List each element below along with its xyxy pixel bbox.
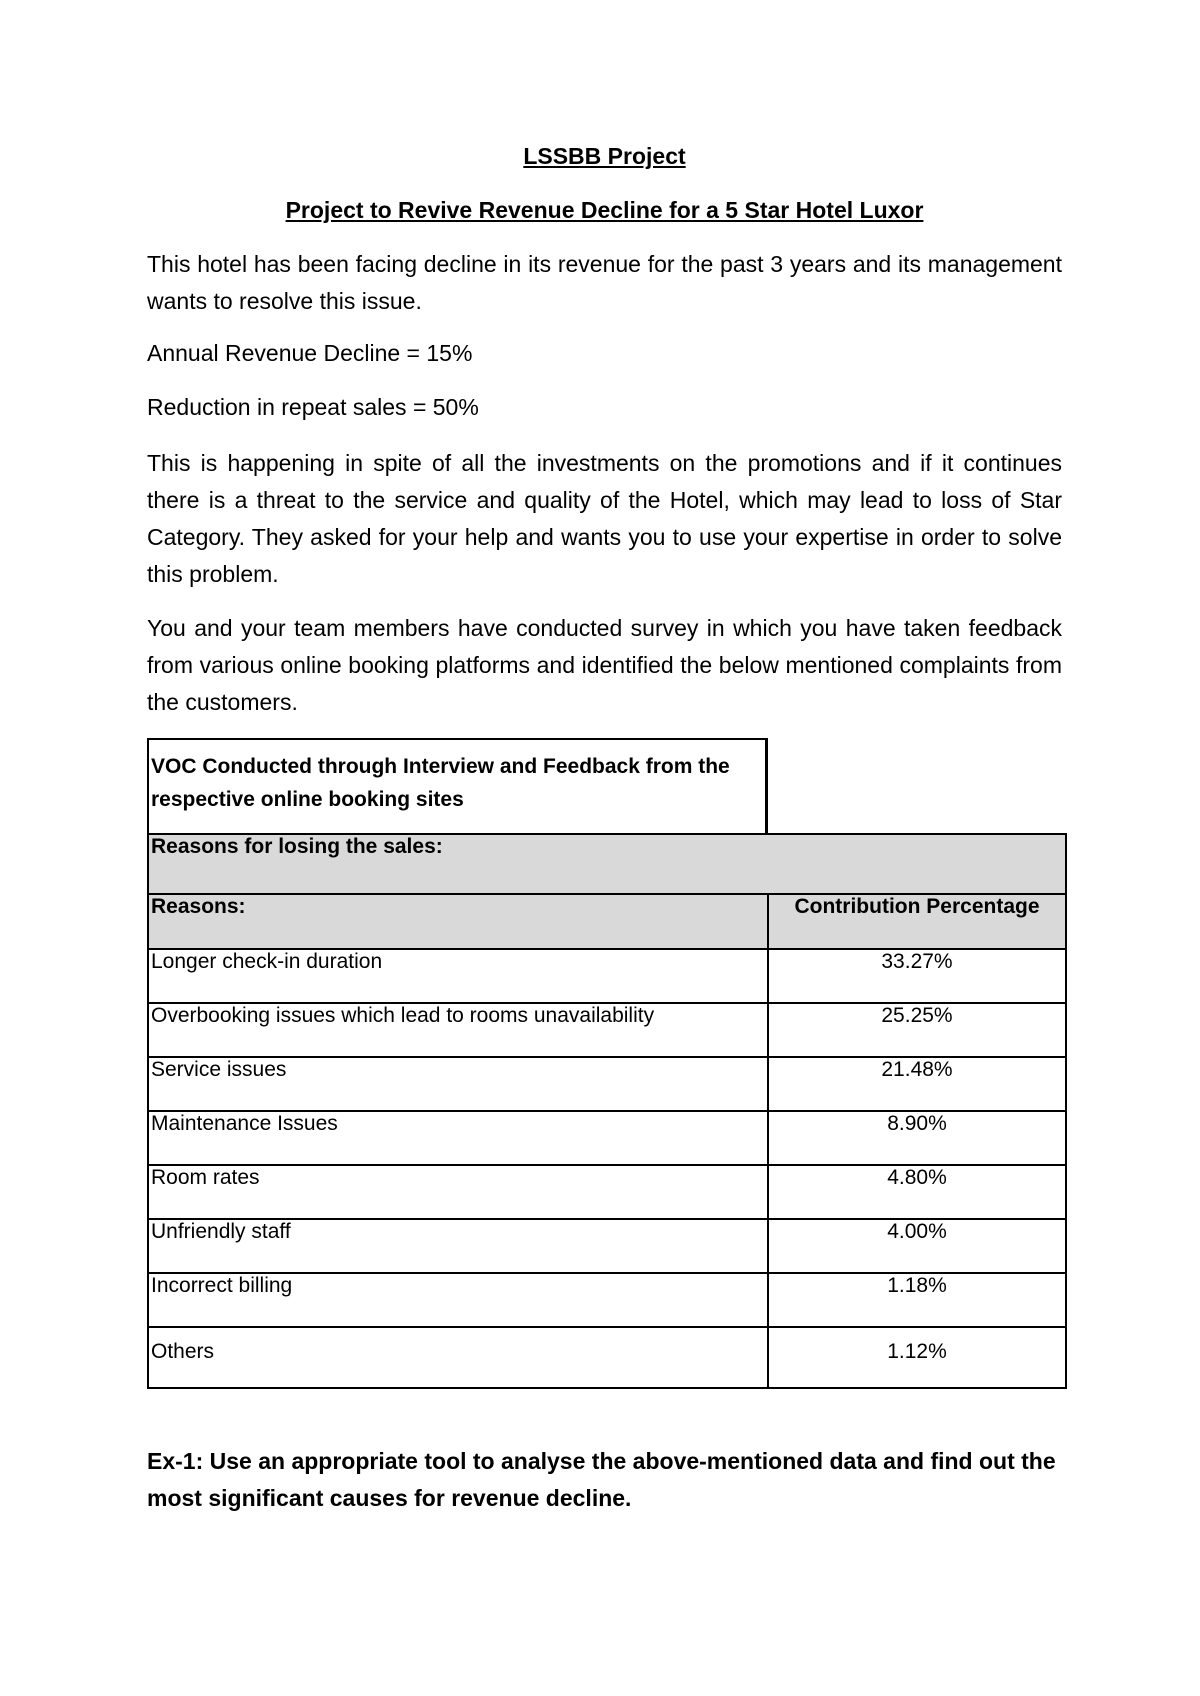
reason-cell: Service issues: [148, 1057, 768, 1111]
percentage-cell: 1.18%: [768, 1273, 1066, 1327]
table-row: [148, 1057, 1066, 1111]
reason-cell: Unfriendly staff: [148, 1219, 768, 1273]
reason-cell: Maintenance Issues: [148, 1111, 768, 1165]
percentage-cell: 4.00%: [768, 1219, 1066, 1273]
percentage-cell: 21.48%: [768, 1057, 1066, 1111]
reason-cell: Room rates: [148, 1165, 768, 1219]
intro-paragraph: This hotel has been facing decline in its revenue for the past 3 years and its management wants to resolve this issue.: [147, 251, 1062, 314]
table-row: [148, 1273, 1066, 1327]
complaints-table: [147, 833, 1067, 1389]
reason-cell: Incorrect billing: [148, 1273, 768, 1327]
percentage-cell: 1.12%: [768, 1327, 1066, 1388]
table-section-row: [148, 834, 1066, 894]
table-row: [148, 949, 1066, 1003]
percentage-cell: 4.80%: [768, 1165, 1066, 1219]
reason-cell: Overbooking issues which lead to rooms unavailability: [148, 1003, 768, 1057]
exercise-question: Ex-1: Use an appropriate tool to analyse the above-mentioned data and find out the most significant causes for revenue decline.: [147, 1448, 1056, 1511]
survey-paragraph: You and your team members have conducted survey in which you have taken feedback from various online booking platforms and identified the below mentioned complaints from the customers.: [147, 615, 1062, 715]
column-header-reasons: Reasons:: [148, 894, 768, 949]
reason-cell: Others: [148, 1327, 768, 1388]
column-header-percentage: Contribution Percentage: [768, 894, 1066, 949]
percentage-cell: 8.90%: [768, 1111, 1066, 1165]
percentage-cell: 33.27%: [768, 949, 1066, 1003]
repeat-sales-reduction: Reduction in repeat sales = 50%: [147, 394, 479, 420]
table-row: [148, 1003, 1066, 1057]
table-section-label: Reasons for losing the sales:: [148, 834, 1066, 894]
document-subheading: Project to Revive Revenue Decline for a 5 Star Hotel Luxor: [285, 197, 924, 223]
voc-table-title: VOC Conducted through Interview and Feedback from the respective online booking sites: [147, 738, 768, 833]
reason-cell: Longer check-in duration: [148, 949, 768, 1003]
table-row: [148, 1111, 1066, 1165]
table-header-row: [148, 894, 1066, 949]
percentage-cell: 25.25%: [768, 1003, 1066, 1057]
annual-revenue-decline: Annual Revenue Decline = 15%: [147, 340, 473, 366]
table-row: [148, 1219, 1066, 1273]
document-page: [147, 140, 1062, 1517]
table-row: [148, 1165, 1066, 1219]
document-heading: LSSBB Project: [523, 143, 686, 169]
problem-paragraph: This is happening in spite of all the investments on the promotions and if it continues there is a threat to the service and quality of the Hotel, which may lead to loss of Star Category. They asked for your help and wants you to use your expertise in order to solve this problem.: [147, 450, 1062, 587]
table-row: [148, 1327, 1066, 1388]
